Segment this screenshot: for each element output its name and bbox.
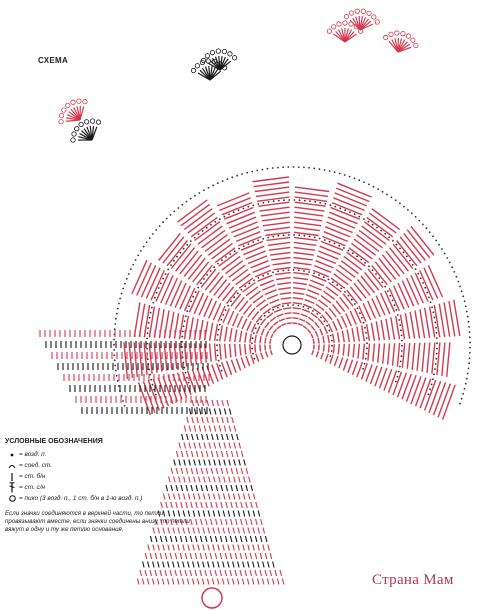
legend-label: = ст. б/н [19, 472, 46, 480]
legend-item-double-crochet [5, 482, 200, 493]
legend-item-picot [5, 493, 200, 504]
stitch-rays [124, 177, 460, 420]
legend [5, 438, 200, 534]
legend-label: = пико (3 возд. п., 1 ст. б/н в 1-ю возд. п.) [19, 494, 143, 502]
scheme-title: СХЕМА [38, 56, 69, 65]
legend-note: Если значки соединяются в верхней части, то петли провязывают вместе, если значки соединены внизу, то петли вяжут в одну и ту же петлю основания. [5, 510, 190, 534]
legend-item-chain [5, 449, 200, 460]
slip-stitch-icon [5, 462, 19, 470]
center-ring [283, 336, 301, 354]
legend-label: = соед. ст. [19, 461, 53, 469]
double-crochet-icon [5, 482, 19, 493]
legend-item-single-crochet [5, 471, 200, 482]
dot-icon [5, 451, 19, 459]
bottom-ring [202, 588, 222, 608]
picot-icon [5, 494, 19, 503]
watermark: Страна Мам [372, 572, 454, 588]
legend-label: = возд. п. [19, 450, 47, 458]
legend-title: УСЛОВНЫЕ ОБОЗНАЧЕНИЯ [5, 438, 103, 445]
legend-label: = ст. с/н [19, 483, 45, 491]
outer-fans [53, 6, 421, 150]
single-crochet-icon [5, 472, 19, 482]
legend-item-slip-stitch [5, 460, 200, 471]
